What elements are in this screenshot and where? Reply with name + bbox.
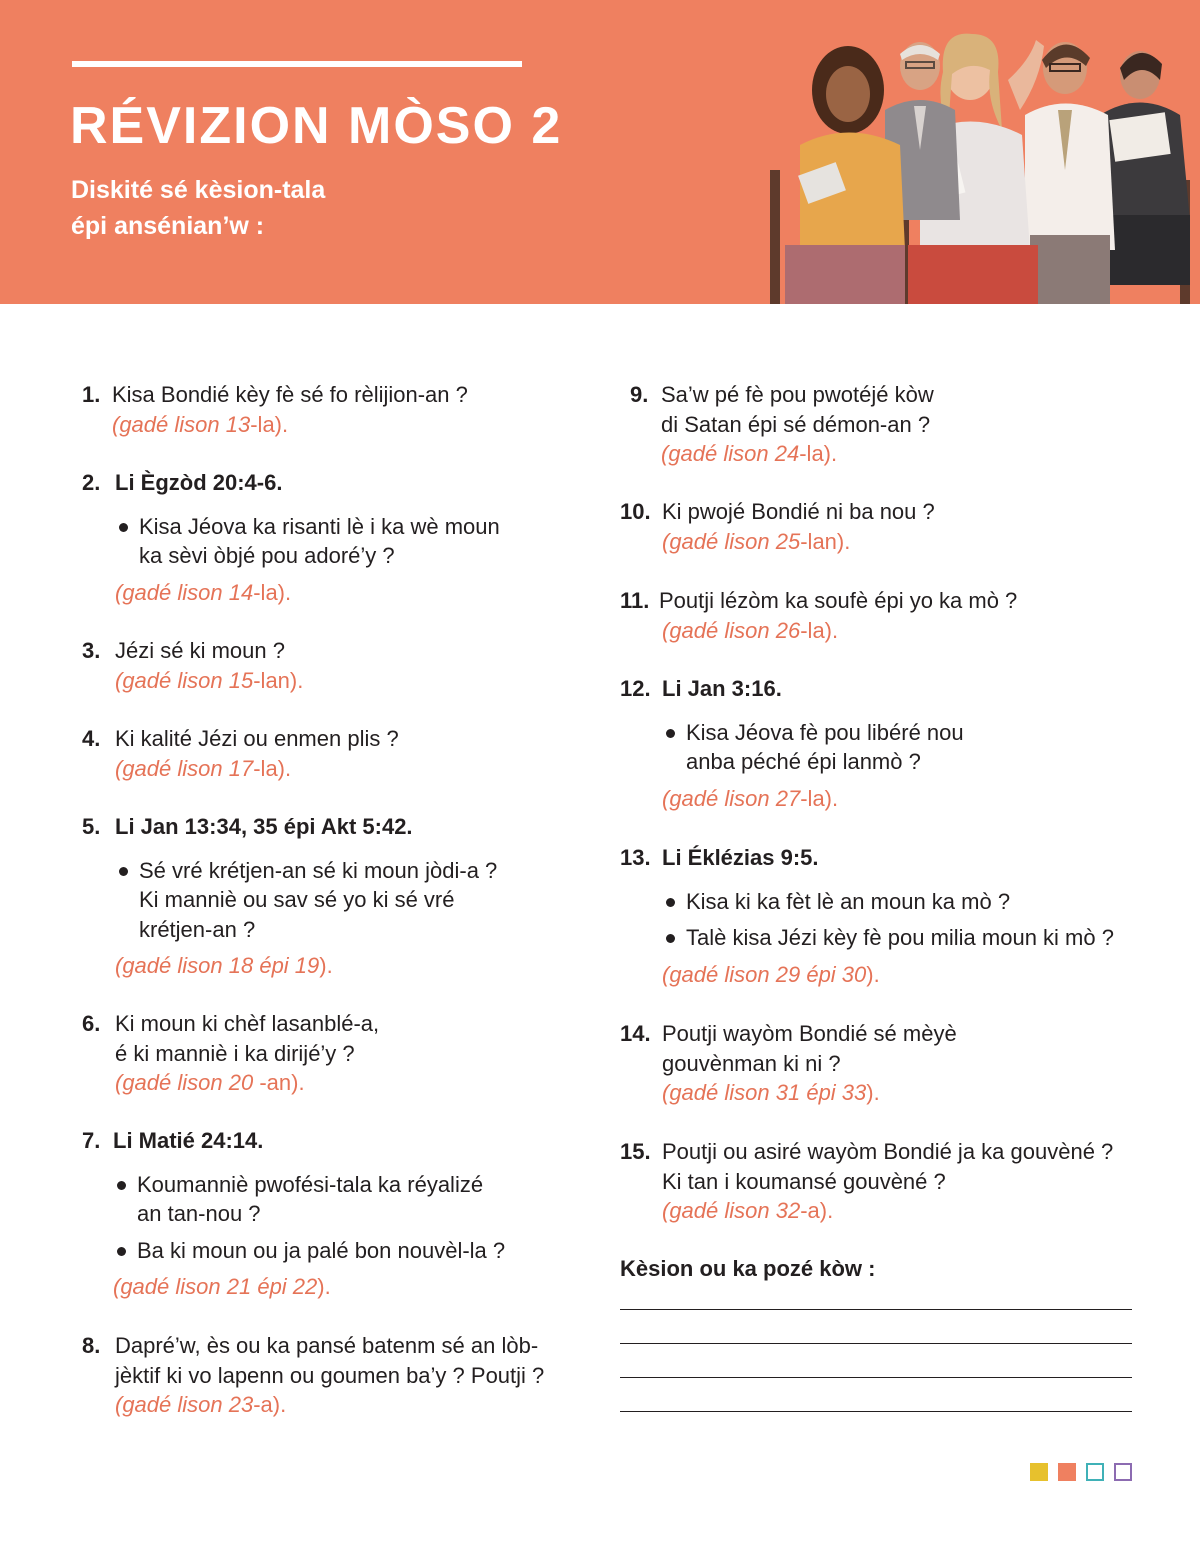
lesson-reference: (gadé lison 24-la). <box>661 441 838 466</box>
scripture-reading: Li Éklézias 9:5. <box>662 845 819 870</box>
lesson-reference: (gadé lison 32-a). <box>662 1198 834 1223</box>
discussion-bullet: Kisa Jéova ka risanti lè i ka wè moun ka sèvi òbjé pou adoré’y ? <box>115 512 590 571</box>
writing-line[interactable] <box>620 1343 1132 1344</box>
question-number: 3. <box>82 638 101 663</box>
question-text: di Satan épi sé démon-an ? <box>661 411 931 437</box>
question-6 <box>80 1009 590 1098</box>
lesson-reference: (gadé lison 31 épi 33). <box>662 1080 880 1105</box>
question-number: 15. <box>620 1139 651 1164</box>
question-13 <box>618 843 1158 989</box>
question-4 <box>80 724 590 783</box>
question-9 <box>618 380 1158 469</box>
subtitle-line: Diskité sé kèsion-tala <box>71 176 326 204</box>
question-text: Ki tan i koumansé gouvèné ? <box>662 1168 946 1194</box>
discussion-bullet: Talè kisa Jézi kèy fè pou milia moun ki mò ? <box>662 923 1158 953</box>
decor-square-orange <box>1058 1463 1076 1481</box>
question-number: 9. <box>630 382 649 407</box>
question-text: Jézi sé ki moun ? <box>115 638 285 663</box>
question-number: 12. <box>620 676 651 701</box>
question-number: 4. <box>82 726 101 751</box>
question-number: 8. <box>82 1333 101 1358</box>
lesson-reference: (gadé lison 25-lan). <box>662 528 851 554</box>
person-man-white-shirt <box>1025 42 1115 304</box>
question-number: 10. <box>620 499 651 524</box>
question-number: 5. <box>82 814 101 839</box>
lesson-reference: (gadé lison 29 épi 30). <box>662 961 880 987</box>
person-woman-curly-hair <box>785 46 905 304</box>
question-number: 6. <box>82 1011 101 1036</box>
question-text: jèktif ki vo lapenn ou goumen ba’y ? Poutji ? <box>115 1362 545 1388</box>
question-number: 13. <box>620 845 651 870</box>
page-subtitle <box>71 172 325 244</box>
question-3 <box>80 636 590 695</box>
question-text: Poutji wayòm Bondié sé mèyè <box>662 1021 957 1046</box>
discussion-bullet: Kisa Jéova fè pou libéré nou anba péché épi lanmò ? <box>662 718 1158 777</box>
page-title: RÉVIZION MÒSO 2 <box>70 97 563 155</box>
question-text: gouvènman ki ni ? <box>662 1050 841 1076</box>
question-text: é ki manniè i ka dirijé’y ? <box>115 1040 355 1066</box>
scripture-reading: Li Ègzòd 20:4-6. <box>115 470 283 495</box>
discussion-bullet: Koumanniè pwofési-tala ka réyalizé an tan-nou ? <box>113 1170 590 1229</box>
question-number: 11. <box>620 588 650 613</box>
question-14 <box>618 1019 1158 1108</box>
writing-line[interactable] <box>620 1377 1132 1378</box>
question-10 <box>618 497 1158 556</box>
lesson-reference: (gadé lison 15-lan). <box>115 667 304 693</box>
lesson-reference: (gadé lison 23-a). <box>115 1392 287 1417</box>
question-8 <box>80 1331 590 1420</box>
your-questions-heading: Kèsion ou ka pozé kòw : <box>620 1256 876 1281</box>
question-15 <box>618 1137 1158 1226</box>
writing-line[interactable] <box>620 1411 1132 1412</box>
discussion-bullet: Kisa ki ka fèt lè an moun ka mò ? <box>662 887 1158 917</box>
decor-square-yellow <box>1030 1463 1048 1481</box>
lesson-reference: (gadé lison 27-la). <box>662 785 839 811</box>
question-text: Ki moun ki chèf lasanblé-a, <box>115 1011 380 1036</box>
question-2 <box>80 468 590 607</box>
discussion-bullet: Sé vré krétjen-an sé ki moun jòdi-a ? Ki manniè ou sav sé yo ki sé vré krétjen-an ? <box>115 856 590 945</box>
writing-line[interactable] <box>620 1309 1132 1310</box>
question-1 <box>80 380 590 439</box>
lesson-reference: (gadé lison 21 épi 22). <box>113 1274 331 1299</box>
question-text: Ki kalité Jézi ou enmen plis ? <box>115 726 399 751</box>
question-number: 1. <box>82 382 101 407</box>
scripture-reading: Li Matié 24:14. <box>113 1128 264 1153</box>
lesson-reference: (gadé lison 17-la). <box>115 755 292 781</box>
lesson-reference: (gadé lison 13-la). <box>112 411 289 437</box>
seated-people-illustration <box>740 20 1200 304</box>
question-7 <box>80 1126 590 1302</box>
subtitle-line: épi ansénian’w : <box>71 212 265 240</box>
question-number: 2. <box>82 470 101 495</box>
header-rule <box>72 61 522 67</box>
question-11 <box>618 586 1158 645</box>
question-text: Kisa Bondié kèy fè sé fo rèlijion-an ? <box>112 382 468 407</box>
question-12 <box>618 674 1158 813</box>
lesson-reference: (gadé lison 20 -an). <box>115 1070 305 1095</box>
decor-square-purple-outline <box>1114 1463 1132 1481</box>
question-text: Sa’w pé fè pou pwotéjé kòw <box>661 382 934 407</box>
question-text: Poutji ou asiré wayòm Bondié ja ka gouvèné ? <box>662 1139 1114 1164</box>
question-number: 14. <box>620 1021 651 1046</box>
header-banner <box>0 0 1200 304</box>
question-text: Dapré’w, ès ou ka pansé batenm sé an lòb- <box>115 1333 539 1358</box>
lesson-reference: (gadé lison 26-la). <box>662 617 839 643</box>
scripture-reading: Li Jan 3:16. <box>662 676 782 701</box>
scripture-reading: Li Jan 13:34, 35 épi Akt 5:42. <box>115 814 413 839</box>
question-text: Poutji lézòm ka soufè épi yo ka mò ? <box>659 588 1018 613</box>
lesson-reference: (gadé lison 14-la). <box>115 579 292 605</box>
decor-square-teal-outline <box>1086 1463 1104 1481</box>
discussion-bullet: Ba ki moun ou ja palé bon nouvèl-la ? <box>113 1236 590 1266</box>
question-5 <box>80 812 590 981</box>
question-text: Ki pwojé Bondié ni ba nou ? <box>662 499 935 524</box>
question-number: 7. <box>82 1128 101 1153</box>
lesson-reference: (gadé lison 18 épi 19). <box>115 953 333 978</box>
